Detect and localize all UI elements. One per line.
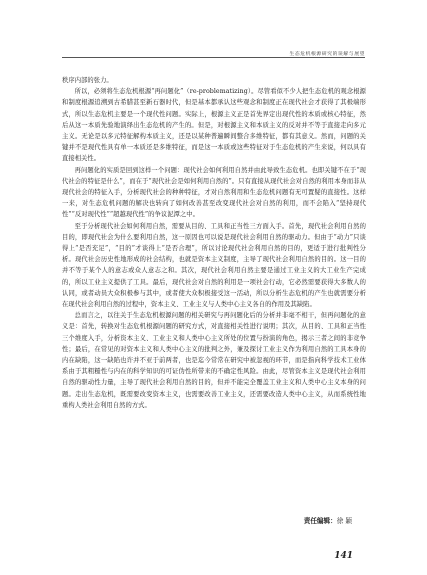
- running-header: 生态危机根源研究的误解与展望: [289, 52, 365, 57]
- paragraph-reproblematizing: 所以，必须将生态危机根源“再问题化”（re-problematizing）。尽管看似不少人把生态危机的观念根源和制度根源追溯到古希腊甚至新石器时代，但是基本都承认这些观念和制度正在现代社会才获得了其极端形式，所以生态危机主要是一个现代性问题。实际上，根源主义正是首先界定出现代性的本质或核心特征，然后从这一本质先验地演绎出生态危机的产生的。但是，对根源主义和本质主义的反对并不等于直接走向多元主义。无论是以多元特征解构本质主义，还是以某种普遍瞬间整合多维特征，都有其意义。然而，问题的关键并不是现代性具有单一本质还是多维特征，而是这一本质或这些特征对于生态危机的产生来说，何以具有直接相关性。: [62, 88, 366, 163]
- paragraph-conclusion: 总而言之，以往关于生态危机根源问题的相关研究与再问题化后的分析并非毫不相干，但再问题化的意义是：首先，转换对生态危机根源问题的研究方式，对直接相关性进行说明；其次，从目的、工具和正当性三个维度入手，分析资本主义、工业主义和人类中心主义所处的位置与扮演的角色，揭示三者之间的非竞争性；最后，在常见的对资本主义和人类中心主义的批判之外，兼及探讨工业主义作为利用自然的工具本身的内在缺陷，这一缺陷也许并不亚于前两者，也是迄今常常在研究中被忽视的环节，而是指向科学技术工业体系由于其粗糙性与内在的科学知识的可证伪性所带来的不确定性风险。由此，尽管资本主义是现代社会利用自然的驱动性力量，主导了现代社会利用自然的目的，但并不能完全覆盖工业主义和人类中心主义本身的问题。走出生态危机，既需要改变资本主义，也需要改善工业主义，还需要改造人类中心主义，从而系统性地重构人类社会利用自然的方式。: [62, 312, 366, 409]
- editor-label: 责任编辑：: [303, 517, 337, 525]
- paragraph-continuation: 秩序内部的张力。: [62, 77, 113, 84]
- editor-name: 徐 颖: [336, 517, 352, 525]
- page-number: 141: [334, 551, 353, 561]
- article-body: [62, 75, 366, 411]
- paragraph-three-dimensions: 至于分析现代社会如何利用自然，需要从目的、工具和正当性三方面入手。首先，现代社会利用自然的目的，即现代社会为什么要利用自然，这一原因也可以说是现代社会利用自然的驱动力。但由于“动力”只谈得上“是否充足”，“目的”才谈得上“是否合理”，所以讨论现代社会利用自然的目的，更适于进行批判性分析。现代社会历史性地形成的社会结构，也就是资本主义制度，主导了现代社会利用自然的目的。这一目的并不等于某个人的意志或众人意志之和。其次，现代社会利用自然主要是通过工业主义的大工业生产完成的，所以工业主义提供了工具。最后，现代社会对自然的利用是一项社会行动，它必然需要获得大多数人的认同，或者动员大众积极参与其中，或者使大众积极接受这一活动，所以分析生态危机的产生也就需要分析在现代社会利用自然的过程中，资本主义、工业主义与人类中心主义各自的作用及其缺陷。: [62, 222, 366, 309]
- responsible-editor: [304, 515, 352, 525]
- paragraph-core-question: 再问题化的实质是回到这样一个问题：现代社会如何利用自然并由此导致生态危机。也即关键不在于“现代社会的特征是什么”，而在于“现代社会是如何利用自然的”。只有直接从现代社会对自然的利用本身而非从现代社会的特征入手，分析现代社会的种种特征，才对自然利用和生态危机问题有无可置疑的直接性。这样一来，对生态危机问题的解决也转向了如何改善甚至改变现代社会对自然的利用，而不会陷入“坚持现代性”“反对现代性”“超越现代性”的争议泥潭之中。: [62, 166, 366, 219]
- header-rule: [62, 57, 365, 58]
